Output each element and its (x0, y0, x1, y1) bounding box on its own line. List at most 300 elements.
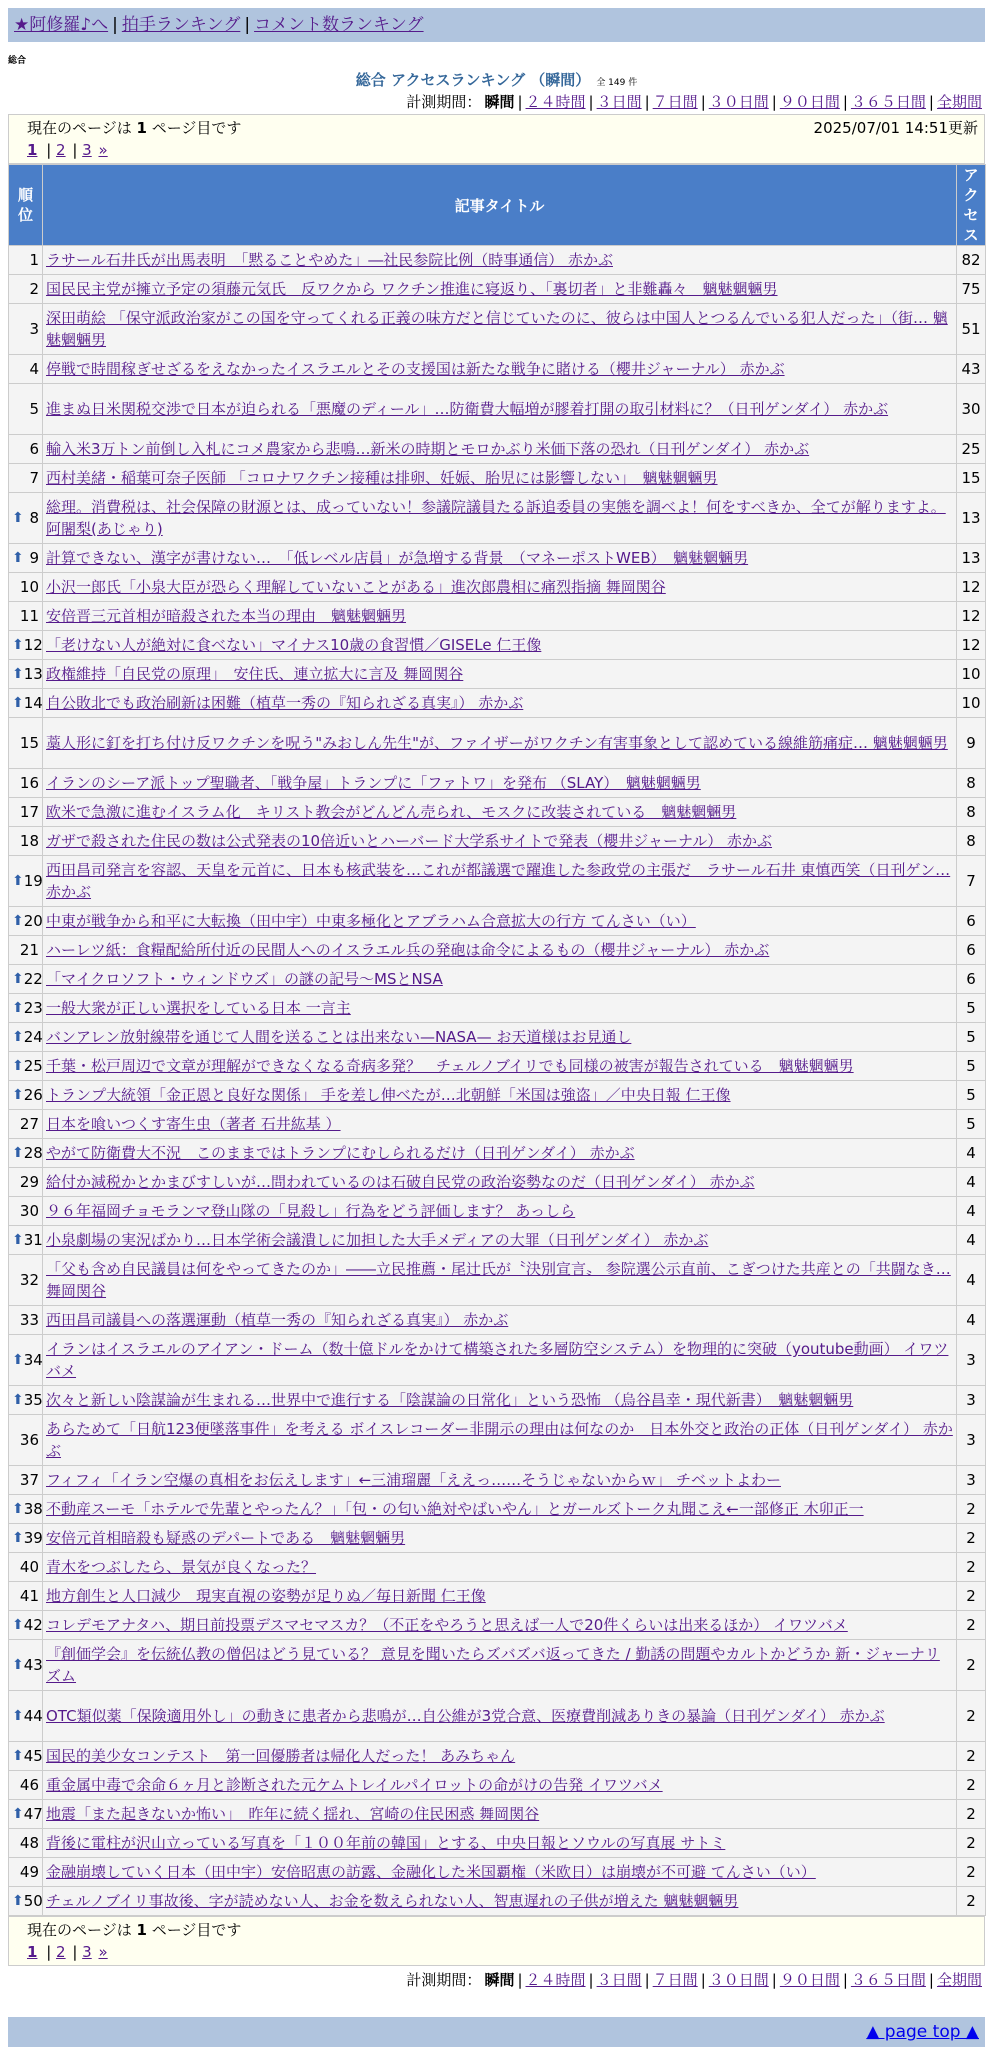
article-title-link[interactable]: ガザで殺された住民の数は公式発表の10倍近いとハーバード大学系サイトで発表（櫻井ジャーナル） 赤かぶ (46, 832, 773, 850)
table-row (9, 1611, 986, 1640)
table-row (9, 718, 986, 769)
current-page-text-bottom: 現在のページは 1 ページ目です (27, 1921, 242, 1939)
rank-number: 35 (23, 1391, 43, 1409)
article-cell (43, 1829, 957, 1858)
rank-position (9, 769, 43, 798)
table-row (9, 275, 986, 304)
article-title-link[interactable]: イランはイスラエルのアイアン・ドーム（数十億ドルをかけて構築された多層防空システム）を物理的に突破（youtube動画） イワツバメ (46, 1340, 949, 1380)
article-title-link[interactable]: 輸入米3万トン前倒し入札にコメ農家から悲鳴…新米の時期とモロかぶり米価下落の恐れ（日刊ゲンダイ） 赤かぶ (46, 440, 810, 458)
rank-number: 47 (23, 1805, 43, 1823)
rank-position (9, 631, 43, 660)
article-title-link[interactable]: 政権維持「自民党の原理」 安住氏、連立拡大に言及 舞岡関谷 (46, 665, 464, 683)
rank-position (9, 355, 43, 384)
article-cell (43, 355, 957, 384)
article-cell (43, 936, 957, 965)
table-row (9, 798, 986, 827)
rank-position (9, 1168, 43, 1197)
article-title-link[interactable]: 西田昌司議員への落選運動（植草一秀の『知られざる真実』） 赤かぶ (46, 1311, 509, 1329)
access-count: 4 (957, 1197, 986, 1226)
up-arrow-icon: ⬆ (12, 971, 24, 987)
rank-position (9, 1829, 43, 1858)
up-arrow-icon: ⬆ (12, 1748, 24, 1764)
pager-bottom (8, 1916, 985, 1966)
up-arrow-icon: ⬆ (12, 1058, 24, 1074)
table-row (9, 464, 986, 493)
article-title-link[interactable]: 総理。消費税は、社会保障の財源とは、成っていない！参議院議員たる訴追委員の実態を調べよ！何をすべきか、全てが解りますよ。 阿闍梨(あじゃり) (46, 498, 946, 538)
total-count: 全 149 件 (596, 78, 638, 88)
table-row (9, 1197, 986, 1226)
article-cell (43, 1553, 957, 1582)
period-30d-bottom[interactable]: ３０日間 (708, 1971, 769, 1989)
rank-number: 7 (29, 469, 39, 487)
table-row (9, 660, 986, 689)
rank-position (9, 1800, 43, 1829)
rank-number: 11 (19, 607, 39, 625)
article-title-link[interactable]: 青木をつぶしたら、景気が良くなった？ (46, 1558, 317, 1576)
period-90d-bottom[interactable]: ９０日間 (779, 1971, 840, 1989)
rank-number: 10 (19, 578, 39, 596)
access-count: 2 (957, 1582, 986, 1611)
rank-position (9, 602, 43, 631)
rank-position (9, 1110, 43, 1139)
table-row (9, 1168, 986, 1197)
period-3d[interactable]: ３日間 (596, 93, 642, 111)
rank-number: 46 (19, 1776, 39, 1794)
table-row (9, 1386, 986, 1415)
article-title-link[interactable]: トランプ大統領「金正恩と良好な関係」 手を差し伸べたが…北朝鮮「米国は強盗」／中央日報 仁王像 (46, 1086, 731, 1104)
table-row (9, 1691, 986, 1742)
rank-position (9, 1887, 43, 1916)
rank-position (9, 1524, 43, 1553)
table-row (9, 965, 986, 994)
up-arrow-icon: ⬆ (12, 550, 24, 566)
next-page-link-bottom[interactable]: » (98, 1943, 108, 1961)
rank-number: 24 (23, 1028, 43, 1046)
article-cell (43, 1640, 957, 1691)
rank-position (9, 544, 43, 573)
article-cell (43, 1023, 957, 1052)
article-title-link[interactable]: 小泉劇場の実況ばかり…日本学術会議潰しに加担した大手メディアの大罪（日刊ゲンダイ） 赤かぶ (46, 1231, 709, 1249)
table-row (9, 1139, 986, 1168)
article-cell (43, 798, 957, 827)
article-cell (43, 1858, 957, 1887)
access-count: 4 (957, 1139, 986, 1168)
access-count: 6 (957, 936, 986, 965)
rank-number: 19 (23, 872, 43, 890)
access-count: 43 (957, 355, 986, 384)
article-title-link[interactable]: 重金属中毒で余命６ヶ月と診断された元ケムトレイルパイロットの命がけの告発 イワツバメ (46, 1776, 663, 1794)
table-row (9, 1495, 986, 1524)
rank-position (9, 1691, 43, 1742)
period-24h-bottom[interactable]: ２４時間 (525, 1971, 586, 1989)
article-cell (43, 275, 957, 304)
up-arrow-icon: ⬆ (12, 1893, 24, 1909)
up-arrow-icon: ⬆ (12, 510, 24, 526)
rank-number: 42 (23, 1616, 43, 1634)
article-title-link[interactable]: ハーレツ紙：食糧配給所付近の民間人へのイスラエル兵の発砲は命令によるもの（櫻井ジャーナル） 赤かぶ (46, 941, 770, 959)
period-365d[interactable]: ３６５日間 (850, 93, 926, 111)
table-row (9, 827, 986, 856)
article-title-link[interactable]: 小沢一郎氏「小泉大臣が恐らく理解していないことがある」進次郎農相に痛烈指摘 舞岡関谷 (46, 578, 666, 596)
article-cell (43, 304, 957, 355)
access-count: 2 (957, 1829, 986, 1858)
comment-ranking-link[interactable]: コメント数ランキング (254, 15, 424, 35)
up-arrow-icon: ⬆ (12, 1708, 24, 1724)
home-link[interactable]: ★阿修羅♪へ (14, 15, 109, 35)
article-title-link[interactable]: 国民民主党が擁立予定の須藤元気氏 反ワクから ワクチン推進に寝返り、「裏切者」と非難轟々 魑魅魍魎男 (46, 280, 778, 298)
rank-number: 2 (29, 280, 39, 298)
up-arrow-icon: ⬆ (12, 1392, 24, 1408)
period-all[interactable]: 全期間 (936, 93, 982, 111)
article-cell (43, 1110, 957, 1139)
access-count: 3 (957, 1335, 986, 1386)
access-count: 8 (957, 827, 986, 856)
table-row (9, 1226, 986, 1255)
article-title-link[interactable]: 地震「また起きないか怖い」 昨年に続く揺れ、宮崎の住民困惑 舞岡関谷 (46, 1805, 540, 1823)
article-title-link[interactable]: 日本を喰いつくす寄生虫（著者 石井紘基 ） (46, 1115, 341, 1133)
article-title-link[interactable]: 一般大衆が正しい選択をしている日本 一言主 (46, 999, 351, 1017)
page-top-link[interactable]: ▲ page top ▲ (866, 2022, 979, 2042)
access-count: 3 (957, 1466, 986, 1495)
access-count: 25 (957, 435, 986, 464)
rank-number: 29 (19, 1173, 39, 1191)
page-link-3-bottom[interactable]: 3 (82, 1943, 92, 1961)
article-title-link[interactable]: 西田昌司発言を容認、天皇を元首に、日本も核武装を…これが都議選で躍進した参政党の主張だ ラサール石井 東慎西笑（日刊ゲン… 赤かぶ (46, 861, 951, 901)
rank-number: 1 (29, 251, 39, 269)
article-cell (43, 827, 957, 856)
article-title-link[interactable]: 『創価学会』を伝統仏教の僧侶はどう見ている？ 意見を聞いたらズバズバ返ってきた / 勤誘の問題やカルトかどうか 新・ジャーナリズム (46, 1645, 940, 1685)
up-arrow-icon: ⬆ (12, 666, 24, 682)
article-cell (43, 1255, 957, 1306)
table-row (9, 1582, 986, 1611)
footer-bar (8, 2017, 985, 2047)
rank-number: 23 (23, 999, 43, 1017)
rank-position (9, 493, 43, 544)
access-count: 5 (957, 994, 986, 1023)
article-title-link[interactable]: 「老けない人が絶対に食べない」マイナス10歳の食習慣／GISELe 仁王像 (46, 636, 542, 654)
access-count: 2 (957, 1858, 986, 1887)
page-link-2[interactable]: 2 (56, 141, 66, 159)
article-title-link[interactable]: やがて防衛費大不況 このままではトランプにむしられるだけ（日刊ゲンダイ） 赤かぶ (46, 1144, 635, 1162)
access-count: 4 (957, 1306, 986, 1335)
rank-position (9, 464, 43, 493)
rank-position (9, 246, 43, 275)
table-row (9, 1081, 986, 1110)
article-title-link[interactable]: コレデモアナタハ、期日前投票デスマセマスカ？（不正をやろうと思えば一人で20件くらいは出来るほか） イワツバメ (46, 1616, 848, 1634)
article-cell (43, 544, 957, 573)
page-link-2-bottom[interactable]: 2 (56, 1943, 66, 1961)
table-row (9, 384, 986, 435)
article-title-link[interactable]: 「マイクロソフト・ウィンドウズ」の謎の記号〜MSとNSA (46, 970, 443, 988)
period-current-bottom: 瞬間 (484, 1971, 515, 1989)
article-cell (43, 1582, 957, 1611)
access-count: 10 (957, 689, 986, 718)
article-title-link[interactable]: 自公敗北でも政治刷新は困難（植草一秀の『知られざる真実』） 赤かぶ (46, 694, 524, 712)
next-page-link[interactable]: » (98, 141, 108, 159)
page-link-1[interactable]: 1 (27, 141, 38, 159)
up-arrow-icon: ⬆ (12, 1530, 24, 1546)
table-row (9, 1742, 986, 1771)
article-cell (43, 1139, 957, 1168)
header-position: 順位 (9, 165, 43, 246)
article-cell (43, 1495, 957, 1524)
period-30d[interactable]: ３０日間 (708, 93, 769, 111)
article-cell (43, 493, 957, 544)
rank-position (9, 660, 43, 689)
access-count: 13 (957, 493, 986, 544)
table-row (9, 1466, 986, 1495)
table-row (9, 1858, 986, 1887)
rank-number: 14 (23, 694, 43, 712)
rank-number: 33 (19, 1311, 39, 1329)
table-row (9, 1771, 986, 1800)
up-arrow-icon: ⬆ (12, 1029, 24, 1045)
rank-number: 37 (19, 1471, 39, 1489)
article-cell (43, 1415, 957, 1466)
rank-number: 31 (23, 1231, 43, 1249)
up-arrow-icon: ⬆ (12, 1145, 24, 1161)
access-count: 9 (957, 718, 986, 769)
table-row (9, 602, 986, 631)
table-row (9, 1640, 986, 1691)
rank-position (9, 1771, 43, 1800)
article-title-link[interactable]: 不動産スーモ「ホテルで先輩とやったん？」「包・の匂い絶対やばいやん」とガールズトーク丸聞こえ←一部修正 木卯正一 (46, 1500, 864, 1518)
ranking-table (8, 164, 986, 1916)
rank-position (9, 689, 43, 718)
rank-number: 9 (29, 549, 39, 567)
page-link-3[interactable]: 3 (82, 141, 92, 159)
rank-number: 16 (19, 774, 39, 792)
up-arrow-icon: ⬆ (12, 1000, 24, 1016)
table-row (9, 1255, 986, 1306)
article-title-link[interactable]: 次々と新しい陰謀論が生まれる…世界中で進行する「陰謀論の日常化」という恐怖 （烏谷昌幸・現代新書） 魑魅魍魎男 (46, 1391, 854, 1409)
rank-position (9, 573, 43, 602)
article-title-link[interactable]: 金融崩壊していく日本（田中宇）安倍昭恵の訪露、金融化した米国覇権（米欧日）は崩壊が不可避 てんさい（い） (46, 1863, 816, 1881)
ranking-title (8, 70, 985, 90)
period-7d-bottom[interactable]: ７日間 (652, 1971, 698, 1989)
article-title-link[interactable]: ラサール石井氏が出馬表明 「黙ることやめた」―社民参院比例（時事通信） 赤かぶ (46, 251, 613, 269)
rank-number: 43 (23, 1656, 43, 1674)
top-nav (8, 8, 985, 42)
rank-position (9, 1197, 43, 1226)
access-count: 15 (957, 464, 986, 493)
access-count: 8 (957, 769, 986, 798)
article-title-link[interactable]: イランのシーア派トップ聖職者、「戦争屋」トランプに「ファトワ」を発布 （SLAY） 魑魅魍魎男 (46, 774, 701, 792)
article-title-link[interactable]: 欧米で急激に進むイスラム化 キリスト教会がどんどん売られ、モスクに改装されている 魑魅魍魎男 (46, 803, 737, 821)
article-title-link[interactable]: チェルノブイリ事故後、字が読めない人、お金を数えられない人、智恵遅れの子供が増えた 魑魅魍魎男 (46, 1892, 739, 1910)
article-title-link[interactable]: 中東が戦争から和平に大転換（田中宇）中東多極化とアブラハム合意拡大の行方 てんさい（い） (46, 912, 696, 930)
article-title-link[interactable]: OTC類似薬「保険適用外し」の動きに患者から悲鳴が…自公維が3党合意、医療費削減ありきの暴論（日刊ゲンダイ） 赤かぶ (46, 1707, 885, 1725)
rank-position (9, 1255, 43, 1306)
article-cell (43, 464, 957, 493)
access-count: 12 (957, 602, 986, 631)
article-cell (43, 1197, 957, 1226)
table-row (9, 1800, 986, 1829)
rank-number: 13 (23, 665, 43, 683)
table-row (9, 1052, 986, 1081)
rank-number: 12 (23, 636, 43, 654)
article-title-link[interactable]: バンアレン放射線帯を通じて人間を送ることは出来ない—NASA— お天道様はお見通し (46, 1028, 632, 1046)
rank-number: 41 (19, 1587, 39, 1605)
period-365d-bottom[interactable]: ３６５日間 (850, 1971, 926, 1989)
article-cell (43, 1306, 957, 1335)
rank-number: 8 (29, 509, 39, 527)
rank-position (9, 1553, 43, 1582)
rank-position (9, 827, 43, 856)
rank-number: 26 (23, 1086, 43, 1104)
rank-position (9, 435, 43, 464)
rank-number: 25 (23, 1057, 43, 1075)
article-cell (43, 573, 957, 602)
table-row (9, 907, 986, 936)
page-link-1-bottom[interactable]: 1 (27, 1943, 38, 1961)
period-90d[interactable]: ９０日間 (779, 93, 840, 111)
page-title: 総合 アクセスランキング （瞬間） (355, 71, 591, 89)
access-count: 10 (957, 660, 986, 689)
article-cell (43, 1524, 957, 1553)
article-cell (43, 718, 957, 769)
rank-number: 22 (23, 970, 43, 988)
access-count: 30 (957, 384, 986, 435)
rank-position (9, 1415, 43, 1466)
rank-number: 3 (29, 320, 39, 338)
rank-number: 27 (19, 1115, 39, 1133)
rank-number: 17 (19, 803, 39, 821)
article-title-link[interactable]: ９６年福岡チョモランマ登山隊の「見殺し」行為をどう評価します？ あっしら (46, 1202, 576, 1220)
article-title-link[interactable]: 背後に電柱が沢山立っている写真を「１００年前の韓国」とする、中央日報とソウルの写真展 サトミ (46, 1834, 726, 1852)
rank-number: 15 (19, 734, 39, 752)
article-title-link[interactable]: 千葉・松戸周辺で文章が理解ができなくなる奇病多発？ チェルノブイリでも同様の被害が報告されている 魑魅魍魎男 (46, 1057, 854, 1075)
rank-position (9, 798, 43, 827)
access-count: 12 (957, 631, 986, 660)
rank-number: 40 (19, 1558, 39, 1576)
category-label: 総合 (8, 56, 27, 66)
rank-position (9, 1611, 43, 1640)
article-cell (43, 602, 957, 631)
article-cell (43, 1611, 957, 1640)
rank-position (9, 1335, 43, 1386)
page-links: 1 | 2 | 3 » (27, 141, 108, 159)
rank-position (9, 994, 43, 1023)
article-cell (43, 769, 957, 798)
article-title-link[interactable]: あらためて「日航123便墜落事件」を考える ボイスレコーダー非開示の理由は何なのか 日本外交と政治の正体（日刊ゲンダイ） 赤かぶ (46, 1420, 953, 1460)
access-count: 3 (957, 1386, 986, 1415)
rank-position (9, 304, 43, 355)
rank-number: 39 (23, 1529, 43, 1547)
article-title-link[interactable]: 国民的美少女コンテスト 第一回優勝者は帰化人だった！ あみちゃん (46, 1747, 516, 1765)
table-row (9, 1023, 986, 1052)
rank-number: 28 (23, 1144, 43, 1162)
rank-number: 5 (29, 400, 39, 418)
access-count: 5 (957, 1110, 986, 1139)
page-links-bottom: 1 | 2 | 3 » (27, 1943, 108, 1961)
period-24h[interactable]: ２４時間 (525, 93, 586, 111)
article-title-link[interactable]: 西村美緒・稲葉可奈子医師 「コロナワクチン接種は排卵、妊娠、胎児には影響しない」 魑魅魍魎男 (46, 469, 718, 487)
rank-number: 6 (29, 440, 39, 458)
up-arrow-icon: ⬆ (12, 1657, 24, 1673)
article-cell (43, 1168, 957, 1197)
rank-position (9, 856, 43, 907)
article-cell (43, 689, 957, 718)
rank-position (9, 1023, 43, 1052)
access-count: 82 (957, 246, 986, 275)
up-arrow-icon: ⬆ (12, 1501, 24, 1517)
table-row (9, 994, 986, 1023)
rank-number: 20 (23, 912, 43, 930)
article-cell (43, 1052, 957, 1081)
article-title-link[interactable]: 安倍晋三元首相が暗殺された本当の理由 魑魅魍魎男 (46, 607, 407, 625)
access-count: 51 (957, 304, 986, 355)
applause-ranking-link[interactable]: 拍手ランキング (121, 15, 241, 35)
article-cell (43, 1386, 957, 1415)
article-title-link[interactable]: 藁人形に釘を打ち付け反ワクチンを呪う"みおしん先生"が、ファイザーがワクチン有害事象として認めている線維筋痛症… 魑魅魍魎男 (46, 734, 948, 752)
access-count: 2 (957, 1800, 986, 1829)
article-title-link[interactable]: 停戦で時間稼ぎせざるをえなかったイスラエルとその支援国は新たな戦争に賭ける（櫻井ジャーナル） 赤かぶ (46, 360, 785, 378)
table-row (9, 936, 986, 965)
article-title-link[interactable]: 給付か減税かとかまびすしいが…問われているのは石破自民党の政治姿勢なのだ（日刊ゲンダイ） 赤かぶ (46, 1173, 755, 1191)
article-title-link[interactable]: 進まぬ日米関税交渉で日本が迫られる「悪魔のディール」…防衛費大幅増が膠着打開の取引材料に？（日刊ゲンダイ） 赤かぶ (46, 400, 889, 418)
article-title-link[interactable]: 「父も含め自民議員は何をやってきたのか」――立民推薦・尾辻氏が〝決別宣言〟 参院選公示直前、こぎつけた共産との「共闘なき… 舞岡関谷 (46, 1260, 951, 1300)
article-cell (43, 1226, 957, 1255)
article-title-link[interactable]: 計算できない、漢字が書けない… 「低レベル店員」が急増する背景 （マネーポストWEB） 魑魅魍魎男 (46, 549, 749, 567)
access-count: 2 (957, 1771, 986, 1800)
table-row (9, 493, 986, 544)
article-title-link[interactable]: 深田萌絵 「保守派政治家がこの国を守ってくれる正義の味方だと信じていたのに、彼らは中国人とつるんでいる犯人だった」（街… 魑魅魍魎男 (46, 309, 948, 349)
table-row (9, 246, 986, 275)
rank-number: 50 (23, 1892, 43, 1910)
updated-time: 2025/07/01 14:51更新 (813, 119, 978, 137)
rank-number: 32 (19, 1271, 39, 1289)
article-cell (43, 856, 957, 907)
page (8, 8, 985, 1992)
access-count: 3 (957, 1415, 986, 1466)
access-count: 2 (957, 1553, 986, 1582)
nav-separator: | (112, 15, 118, 35)
rank-number: 21 (19, 941, 39, 959)
article-cell (43, 1800, 957, 1829)
article-title-link[interactable]: フィフィ「イラン空爆の真相をお伝えします」←三浦瑠麗「ええっ……そうじゃないからｗ」 チベットよわー (46, 1471, 781, 1489)
article-title-link[interactable]: 安倍元首相暗殺も疑惑のデパートである 魑魅魍魎男 (46, 1529, 406, 1547)
article-cell (43, 1771, 957, 1800)
article-title-link[interactable]: 地方創生と人口減少 現実直視の姿勢が足りぬ／毎日新聞 仁王像 (46, 1587, 486, 1605)
current-page-text: 現在のページは 1 ページ目です (27, 119, 242, 137)
rank-position (9, 1306, 43, 1335)
period-all-bottom[interactable]: 全期間 (936, 1971, 982, 1989)
rank-number: 45 (23, 1747, 43, 1765)
table-row (9, 1887, 986, 1916)
rank-number: 30 (19, 1202, 39, 1220)
table-row (9, 304, 986, 355)
access-count: 5 (957, 1052, 986, 1081)
rank-number: 38 (23, 1500, 43, 1518)
rank-position (9, 1640, 43, 1691)
access-count: 75 (957, 275, 986, 304)
rank-number: 34 (23, 1351, 43, 1369)
nav-separator: | (244, 15, 251, 35)
table-row (9, 856, 986, 907)
table-row (9, 769, 986, 798)
article-cell (43, 660, 957, 689)
up-arrow-icon: ⬆ (12, 1617, 24, 1633)
period-selector-top: 計測期間： 瞬間 | ２４時間 | ３日間 | ７日間 | ３０日間 | ９０日間 | ３６５日間 | 全期間 (406, 93, 982, 111)
period-7d[interactable]: ７日間 (652, 93, 698, 111)
table-row (9, 544, 986, 573)
period-label: 計測期間： (406, 93, 482, 111)
rank-number: 48 (19, 1834, 39, 1852)
pager-top (8, 114, 985, 164)
article-cell (43, 965, 957, 994)
period-3d-bottom[interactable]: ３日間 (596, 1971, 642, 1989)
